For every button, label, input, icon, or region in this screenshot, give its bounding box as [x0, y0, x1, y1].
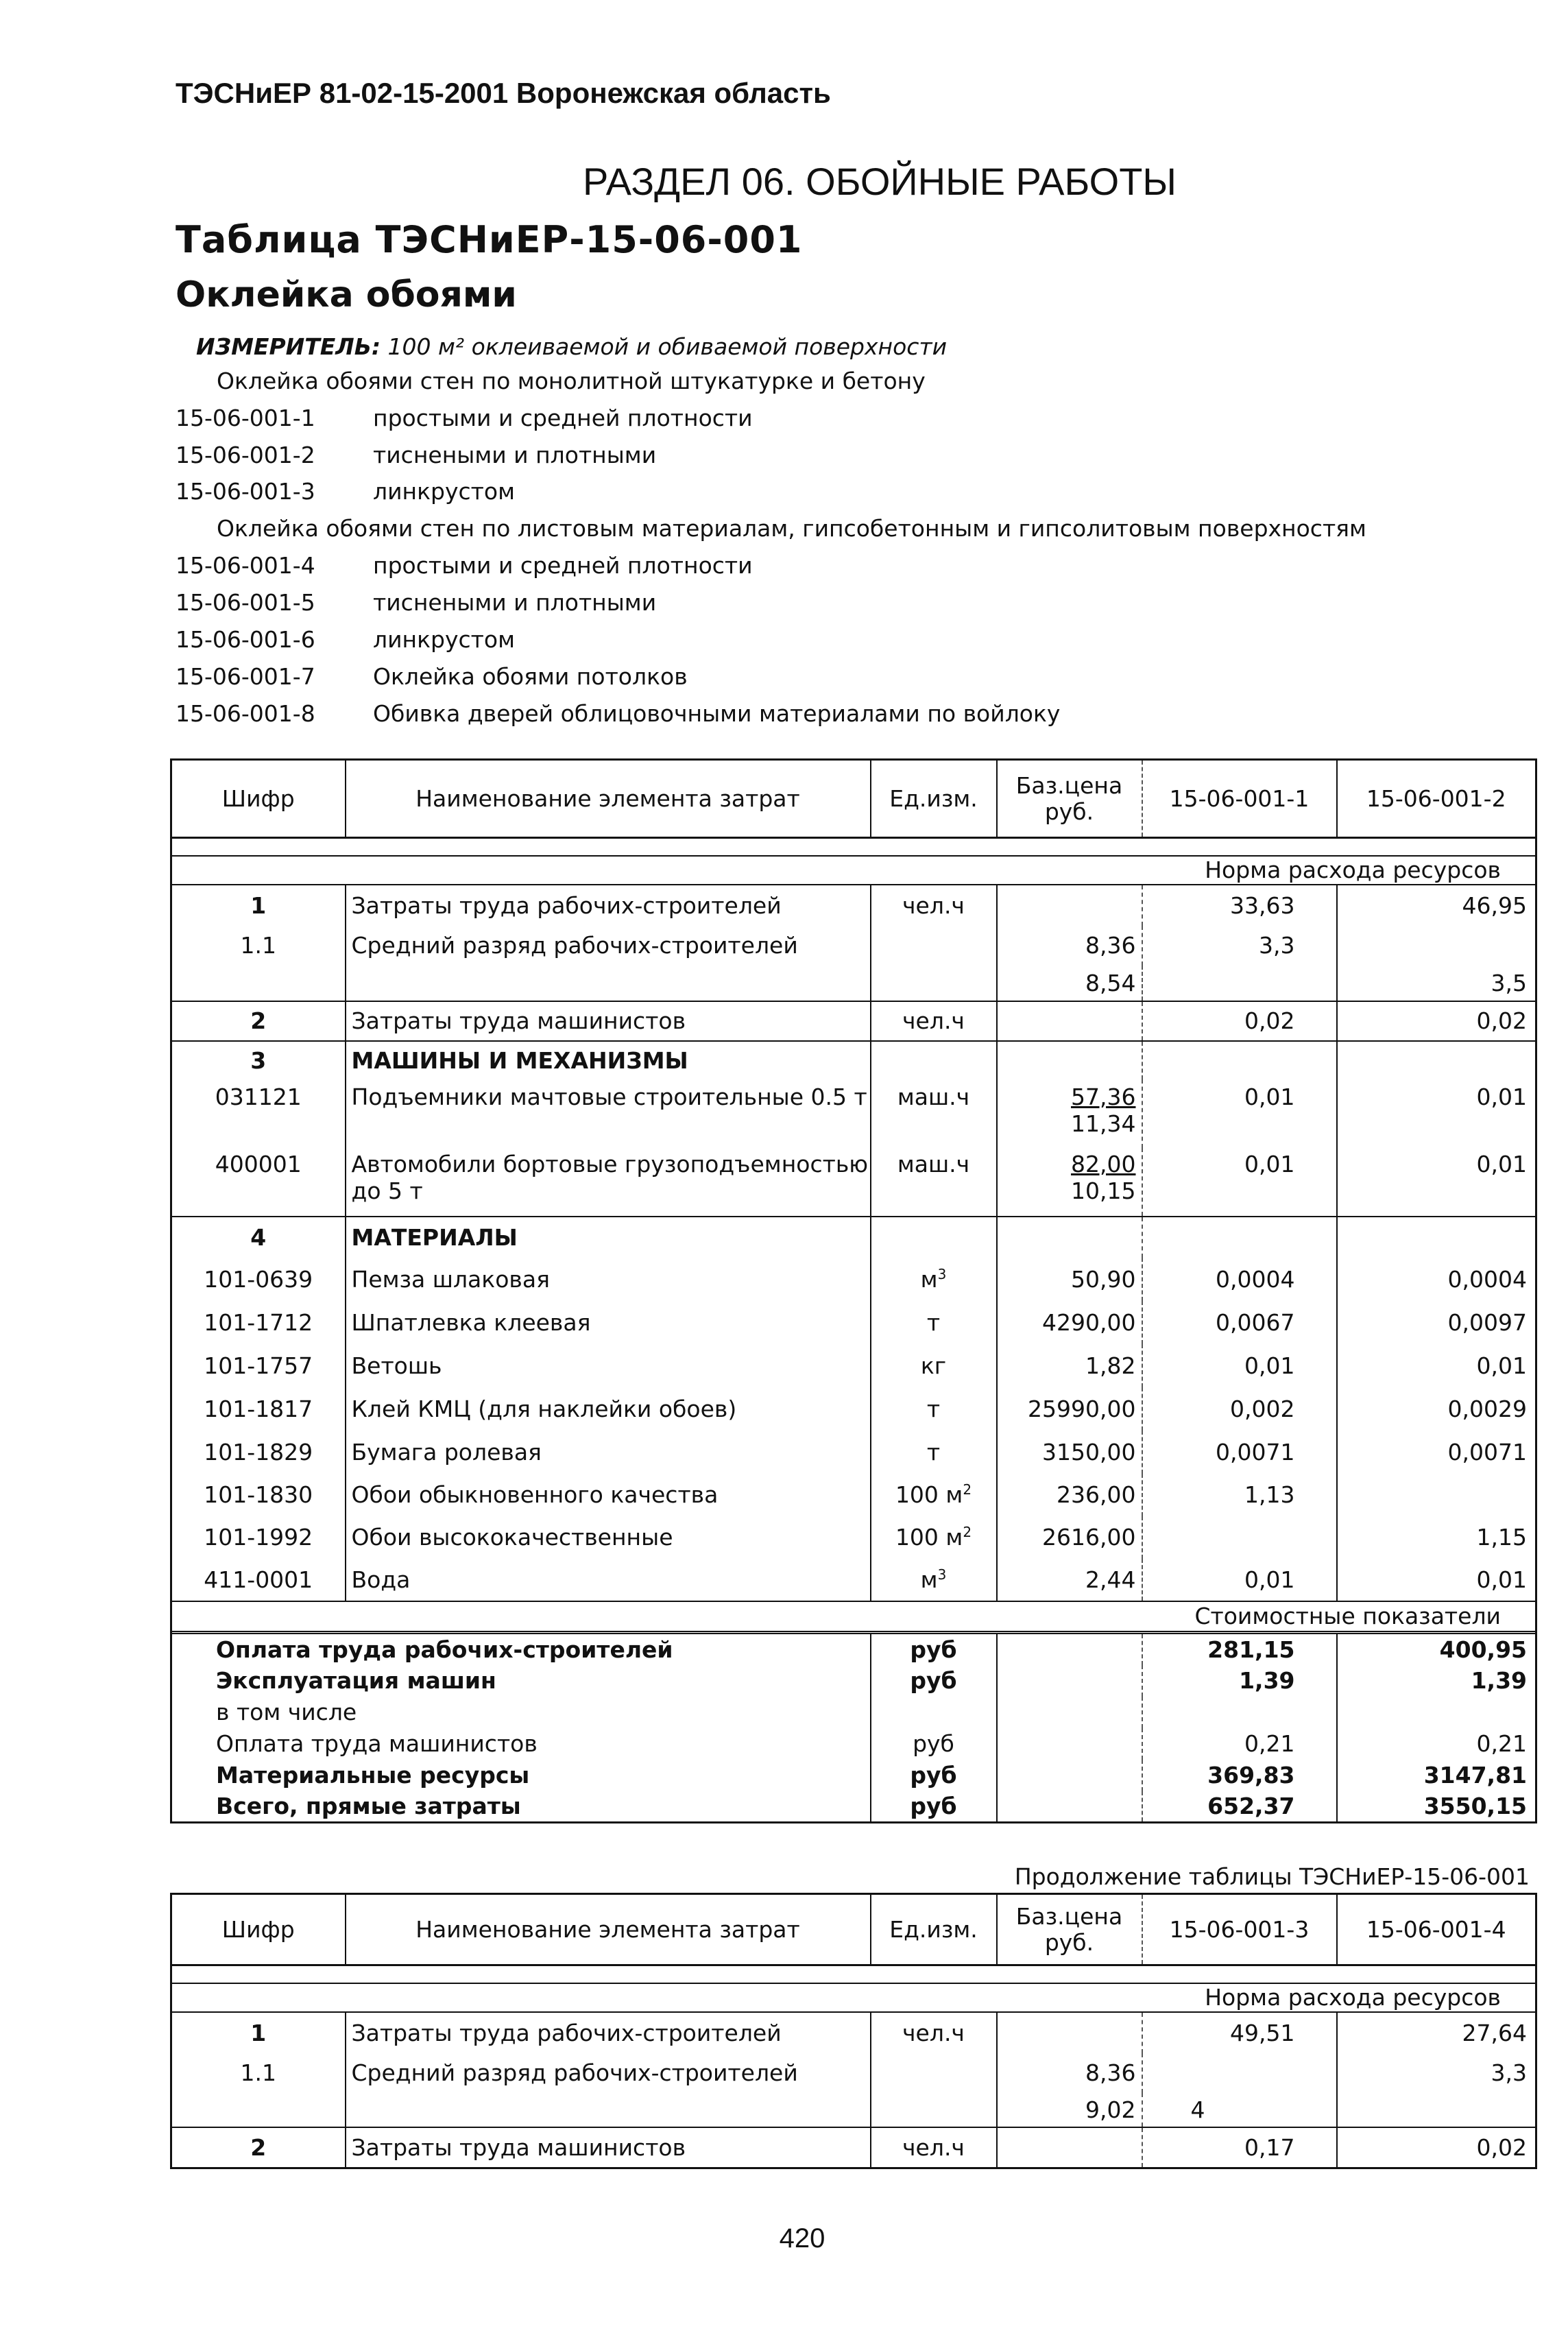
- cell-value-2: 0,01: [1476, 1083, 1527, 1110]
- table-row: [171, 926, 1536, 966]
- cell-value-1: 0,01: [1142, 1079, 1337, 1148]
- cell-price: [997, 1148, 1142, 1217]
- meter-label: ИЗМЕРИТЕЛЬ:: [196, 333, 381, 360]
- cost-value-2: [1337, 1697, 1536, 1728]
- price-line-1: 82,00: [1071, 1150, 1136, 1177]
- cost-price: [997, 1697, 1142, 1728]
- cost-value-2: 3550,15: [1423, 1793, 1527, 1820]
- cell-code: 400001: [171, 1148, 346, 1217]
- cell-unit: чел.ч: [871, 2127, 997, 2168]
- cell-price: 25990,00: [997, 1387, 1142, 1431]
- cell-name: Клей КМЦ (для наклейки обоев): [346, 1387, 871, 1431]
- header-code: Шифр: [171, 1894, 346, 1965]
- cost-label: в том числе: [171, 1697, 871, 1728]
- cell-value-2: 3,5: [1337, 966, 1536, 1001]
- header-row: [171, 1894, 1536, 1965]
- cell-name: Обои обыкновенного качества: [346, 1474, 871, 1516]
- cell-unit: [871, 1474, 997, 1516]
- cell-value-1: 0,02: [1142, 1001, 1337, 1041]
- cell-name: МАШИНЫ И МЕХАНИЗМЫ: [346, 1041, 871, 1079]
- cell-unit: кг: [871, 1344, 997, 1387]
- meter-text: 100 м² оклеиваемой и обиваемой поверхности: [381, 333, 948, 360]
- cell-unit: [871, 2053, 997, 2093]
- cell-code: 101-1712: [171, 1301, 346, 1344]
- cell-value-1: 0,01: [1142, 1148, 1337, 1217]
- cell-value-2: 0,01: [1337, 1148, 1536, 1217]
- cell-name: МАТЕРИАЛЫ: [346, 1217, 871, 1258]
- cell-value-1: 0,17: [1142, 2127, 1337, 2168]
- table-row: [171, 1258, 1536, 1301]
- cost-unit: [871, 1697, 997, 1728]
- cell-value-1: [1142, 1516, 1337, 1559]
- cell-name: Подъемники мачтовые строительные 0.5 т: [346, 1079, 871, 1148]
- header-unit: Ед.изм.: [871, 760, 997, 838]
- spacer-row: [171, 838, 1536, 856]
- work-name: Обивка дверей облицовочными материалами по войлоку: [373, 700, 1061, 727]
- cell-code: 3: [171, 1041, 346, 1079]
- table-row: [171, 2127, 1536, 2168]
- header-price: [997, 1894, 1142, 1965]
- work-code: 15-06-001-6: [176, 626, 315, 653]
- work-name: тиснеными и плотными: [373, 442, 657, 468]
- cell-code: 4: [171, 1217, 346, 1258]
- cell-price: 1,82: [997, 1344, 1142, 1387]
- table-row: [171, 2093, 1536, 2127]
- cell-value-2: 1,15: [1476, 1524, 1527, 1551]
- cost-price: [997, 1634, 1142, 1665]
- cell-value-1: [1142, 966, 1337, 1001]
- cell-value-2: [1337, 1041, 1536, 1079]
- cost-unit: руб: [871, 1760, 997, 1791]
- header-col-2: 15-06-001-4: [1337, 1894, 1536, 1965]
- cell-value-2: [1337, 1217, 1536, 1258]
- header-col-1: 15-06-001-3: [1142, 1894, 1337, 1965]
- cell-name: Шпатлевка клеевая: [346, 1301, 871, 1344]
- header-name: Наименование элемента затрат: [346, 760, 871, 838]
- header-code: Шифр: [171, 760, 346, 838]
- cell-code: 2: [171, 1001, 346, 1041]
- cost-value-2: 0,21: [1476, 1730, 1527, 1757]
- page-number: 420: [779, 2223, 825, 2253]
- cell-value-1: [1142, 2053, 1337, 2093]
- cell-name: Пемза шлаковая: [346, 1258, 871, 1301]
- cell-price: [997, 1001, 1142, 1041]
- group-heading: Оклейка обоями стен по листовым материалам, гипсобетонным и гипсолитовым поверхностям: [217, 515, 1366, 542]
- cost-label: Оплата труда рабочих-строителей: [171, 1634, 871, 1665]
- cell-code: 1.1: [171, 2053, 346, 2093]
- cell-value-2: 0,0004: [1447, 1265, 1527, 1293]
- cell-price: [997, 2127, 1142, 2168]
- cell-name: Затраты труда машинистов: [346, 1001, 871, 1041]
- band-norm: Норма расхода ресурсов: [171, 856, 1536, 885]
- cost-price: [997, 1760, 1142, 1791]
- unit-text: 100 м: [895, 1524, 963, 1551]
- header-price-line1: Баз.цена: [1015, 772, 1123, 799]
- group-heading: Оклейка обоями стен по монолитной штукатурке и бетону: [217, 368, 926, 394]
- cell-code: 411-0001: [171, 1559, 346, 1601]
- cell-code: 101-0639: [171, 1258, 346, 1301]
- table-subtitle: Оклейка обоями: [176, 274, 517, 315]
- spacer-row: [171, 1965, 1536, 1983]
- cell-unit: [871, 1516, 997, 1559]
- cost-value-2: 1,39: [1471, 1667, 1527, 1694]
- cell-value-2: [1337, 1474, 1536, 1516]
- table-row: [171, 1148, 1536, 1217]
- cell-value-1: 0,0004: [1142, 1258, 1337, 1301]
- cell-value-2: 0,02: [1337, 1001, 1536, 1041]
- price-line-1: 57,36: [1071, 1083, 1136, 1110]
- work-name: простыми и средней плотности: [373, 405, 753, 431]
- cell-price: 8,36: [997, 926, 1142, 966]
- cell-unit: [871, 966, 997, 1001]
- cell-value-1: 0,002: [1142, 1387, 1337, 1431]
- table-row: [171, 1559, 1536, 1601]
- cost-value-1: 1,39: [1142, 1665, 1337, 1697]
- unit-text: 100 м: [895, 1481, 963, 1508]
- table-row: [171, 1041, 1536, 1079]
- work-code: 15-06-001-2: [176, 442, 315, 468]
- cell-code: 1: [171, 885, 346, 926]
- cost-row: [171, 1728, 1536, 1760]
- work-code: 15-06-001-7: [176, 663, 315, 690]
- cell-code: 031121: [171, 1079, 346, 1148]
- band-norm: Норма расхода ресурсов: [171, 1983, 1536, 2012]
- cell-unit: маш.ч: [871, 1079, 997, 1148]
- cell-value-1: 49,51: [1142, 2012, 1337, 2053]
- cost-label: Оплата труда машинистов: [171, 1728, 871, 1760]
- cell-name: Затраты труда машинистов: [346, 2127, 871, 2168]
- name-line-2: до 5 т: [351, 1177, 423, 1205]
- cell-value-2: 27,64: [1462, 2019, 1527, 2046]
- unit-superscript: 3: [937, 1566, 947, 1583]
- header-price: [997, 760, 1142, 838]
- table-continuation-note: Продолжение таблицы ТЭСНиЕР-15-06-001: [1014, 1863, 1530, 1890]
- cost-price: [997, 1791, 1142, 1823]
- cell-price: 9,02: [997, 2093, 1142, 2127]
- spacer-cell: [171, 838, 1536, 856]
- header-col-2: 15-06-001-2: [1337, 760, 1536, 838]
- band-cost: Стоимостные показатели: [171, 1601, 1536, 1631]
- section-title: РАЗДЕЛ 06. ОБОЙНЫЕ РАБОТЫ: [583, 160, 1177, 203]
- cell-value-1: 0,0067: [1142, 1301, 1337, 1344]
- cell-value-2: [1337, 2093, 1536, 2127]
- header-price-line2: руб.: [1044, 1928, 1094, 1956]
- work-code: 15-06-001-3: [176, 478, 315, 505]
- unit-superscript: 2: [963, 1524, 972, 1540]
- cell-name: Средний разряд рабочих-строителей: [346, 2053, 871, 2093]
- cost-value-2: 3147,81: [1423, 1762, 1527, 1789]
- table-row: [171, 1516, 1536, 1559]
- cell-name: [346, 2093, 871, 2127]
- cell-name: Обои высококачественные: [346, 1516, 871, 1559]
- header-price-line1: Баз.цена: [1015, 1902, 1123, 1930]
- cell-value-2: 0,0071: [1447, 1438, 1527, 1466]
- price-line-2: 11,34: [1071, 1110, 1136, 1138]
- name-line-1: Автомобили бортовые грузоподъемностью: [351, 1150, 869, 1177]
- table-row: [171, 1301, 1536, 1344]
- cost-label: Материальные ресурсы: [171, 1760, 871, 1791]
- cell-code: 101-1817: [171, 1387, 346, 1431]
- band-row: [171, 1601, 1536, 1631]
- table-row: [171, 966, 1536, 1001]
- cell-value-2: 0,0029: [1447, 1395, 1527, 1422]
- cell-unit: чел.ч: [871, 885, 997, 926]
- header-price-line2: руб.: [1044, 798, 1094, 825]
- cell-unit: т: [871, 1387, 997, 1431]
- cost-value-1: 369,83: [1142, 1760, 1337, 1791]
- cell-price: 2616,00: [997, 1516, 1142, 1559]
- cell-code: 101-1830: [171, 1474, 346, 1516]
- cost-row: [171, 1634, 1536, 1665]
- cost-row: [171, 1697, 1536, 1728]
- cell-unit: чел.ч: [871, 1001, 997, 1041]
- work-name: тиснеными и плотными: [373, 589, 657, 616]
- resource-table-2: [170, 1893, 1537, 2169]
- table-row: [171, 1474, 1536, 1516]
- cost-value-2: 400,95: [1439, 1636, 1527, 1663]
- cost-row: [171, 1665, 1536, 1697]
- cost-price: [997, 1728, 1142, 1760]
- cell-name: [346, 966, 871, 1001]
- cell-value-1: 3,3: [1142, 926, 1337, 966]
- table-row: [171, 1001, 1536, 1041]
- work-code: 15-06-001-8: [176, 700, 315, 727]
- cell-value-1: 0,01: [1142, 1559, 1337, 1601]
- cell-price: 2,44: [997, 1559, 1142, 1601]
- cell-value-1: 1,13: [1142, 1474, 1337, 1516]
- table-row: [171, 2053, 1536, 2093]
- cell-unit: [871, 1041, 997, 1079]
- work-name: линкрустом: [373, 626, 515, 653]
- cell-code: [171, 2093, 346, 2127]
- resource-table-1: [170, 758, 1537, 1823]
- cell-value-1: [1142, 1217, 1337, 1258]
- cell-price: 8,54: [997, 966, 1142, 1001]
- cost-label: Всего, прямые затраты: [171, 1791, 871, 1823]
- cell-value-2: 0,01: [1476, 1352, 1527, 1379]
- cell-unit: [871, 1559, 997, 1601]
- cost-unit: руб: [871, 1728, 997, 1760]
- cell-unit: [871, 2093, 997, 2127]
- cell-unit: [871, 926, 997, 966]
- cost-unit: руб: [871, 1665, 997, 1697]
- unit-text: м: [920, 1566, 938, 1593]
- work-name: линкрустом: [373, 478, 515, 505]
- table-row: [171, 1079, 1536, 1148]
- cell-unit: чел.ч: [871, 2012, 997, 2053]
- cell-value-2: 0,01: [1476, 1566, 1527, 1593]
- cell-unit: т: [871, 1301, 997, 1344]
- unit-text: м: [920, 1265, 938, 1293]
- price-line-2: 10,15: [1071, 1177, 1136, 1205]
- table-row: [171, 1431, 1536, 1474]
- cell-price: [997, 1079, 1142, 1148]
- header-row: [171, 760, 1536, 838]
- work-code: 15-06-001-4: [176, 552, 315, 579]
- cell-code: 101-1757: [171, 1344, 346, 1387]
- cell-name: Вода: [346, 1559, 871, 1601]
- cell-code: 101-1992: [171, 1516, 346, 1559]
- running-header: ТЭСНиЕР 81-02-15-2001 Воронежская область: [176, 77, 831, 109]
- cell-value-2: 0,02: [1476, 2133, 1527, 2161]
- cell-value-2: 0,0097: [1447, 1308, 1527, 1336]
- cell-value-2: 46,95: [1462, 892, 1527, 919]
- table-title: Таблица ТЭСНиЕР-15-06-001: [176, 218, 803, 261]
- spacer-cell: [171, 1965, 1536, 1983]
- unit-superscript: 3: [937, 1265, 947, 1282]
- cost-value-1: 652,37: [1142, 1791, 1337, 1823]
- cell-code: 101-1829: [171, 1431, 346, 1474]
- cell-value-2: [1337, 926, 1536, 966]
- table-row: [171, 1387, 1536, 1431]
- cell-name: Ветошь: [346, 1344, 871, 1387]
- cost-label: Эксплуатация машин: [171, 1665, 871, 1697]
- cell-unit: [871, 1258, 997, 1301]
- table-row: [171, 1217, 1536, 1258]
- cost-value-1: [1142, 1697, 1337, 1728]
- work-name: Оклейка обоями потолков: [373, 663, 688, 690]
- cost-value-1: 281,15: [1142, 1634, 1337, 1665]
- cell-unit: т: [871, 1431, 997, 1474]
- cell-name: [346, 1148, 871, 1217]
- cell-value-1: 0,01: [1142, 1344, 1337, 1387]
- cost-row: [171, 1791, 1536, 1823]
- cell-price: 3150,00: [997, 1431, 1142, 1474]
- cell-price: [997, 2012, 1142, 2053]
- work-code: 15-06-001-5: [176, 589, 315, 616]
- cell-code: 1.1: [171, 926, 346, 966]
- cell-code: 1: [171, 2012, 346, 2053]
- cell-price: [997, 885, 1142, 926]
- cell-price: 8,36: [997, 2053, 1142, 2093]
- cell-price: [997, 1217, 1142, 1258]
- cost-row: [171, 1760, 1536, 1791]
- cell-unit: [871, 1217, 997, 1258]
- cell-name: Затраты труда рабочих-строителей: [346, 885, 871, 926]
- cost-price: [997, 1665, 1142, 1697]
- work-name: простыми и средней плотности: [373, 552, 753, 579]
- cell-name: Средний разряд рабочих-строителей: [346, 926, 871, 966]
- meter-line: [196, 333, 947, 360]
- band-row: [171, 856, 1536, 885]
- cost-value-1: 0,21: [1142, 1728, 1337, 1760]
- cell-price: 50,90: [997, 1258, 1142, 1301]
- cell-name: Затраты труда рабочих-строителей: [346, 2012, 871, 2053]
- cell-value-1: 4: [1142, 2093, 1337, 2127]
- work-code: 15-06-001-1: [176, 405, 315, 431]
- cell-name: Бумага ролевая: [346, 1431, 871, 1474]
- cell-price: 4290,00: [997, 1301, 1142, 1344]
- cell-value-1: 0,0071: [1142, 1431, 1337, 1474]
- cell-unit: маш.ч: [871, 1148, 997, 1217]
- cell-code: 2: [171, 2127, 346, 2168]
- header-unit: Ед.изм.: [871, 1894, 997, 1965]
- table-row: [171, 1344, 1536, 1387]
- table-row: [171, 885, 1536, 926]
- cell-price: [997, 1041, 1142, 1079]
- table-row: [171, 2012, 1536, 2053]
- band-row: [171, 1983, 1536, 2012]
- cell-code: [171, 966, 346, 1001]
- cell-value-1: [1142, 1041, 1337, 1079]
- cost-unit: руб: [871, 1634, 997, 1665]
- cell-value-1: 33,63: [1142, 885, 1337, 926]
- header-col-1: 15-06-001-1: [1142, 760, 1337, 838]
- cell-price: 236,00: [997, 1474, 1142, 1516]
- cost-unit: руб: [871, 1791, 997, 1823]
- unit-superscript: 2: [963, 1481, 972, 1498]
- header-name: Наименование элемента затрат: [346, 1894, 871, 1965]
- cell-value-2: 3,3: [1491, 2059, 1527, 2086]
